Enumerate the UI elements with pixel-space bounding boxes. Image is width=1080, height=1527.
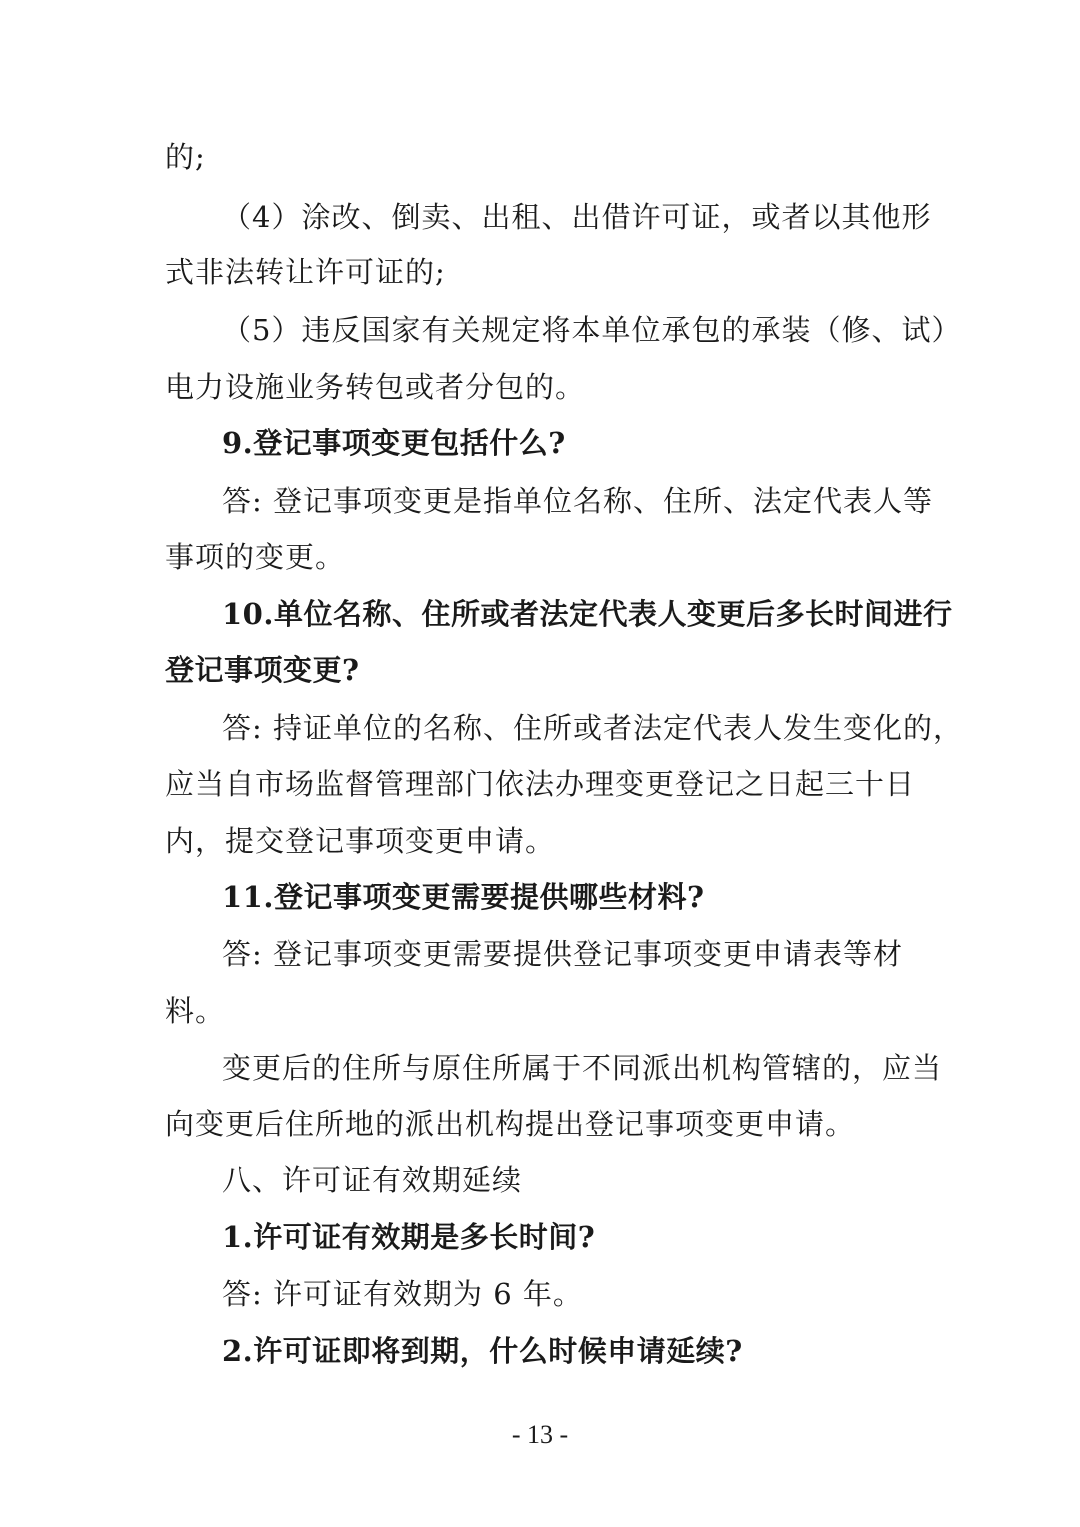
question-heading: 1.许可证有效期是多长时间? (222, 1220, 596, 1254)
text-line: 内，提交登记事项变更申请。 (165, 824, 556, 858)
text-line: 式非法转让许可证的; (165, 255, 446, 289)
text-line: 向变更后住所地的派出机构提出登记事项变更申请。 (165, 1107, 856, 1141)
question-heading: 9.登记事项变更包括什么? (222, 426, 566, 460)
text-line: 料。 (165, 994, 226, 1028)
text-line: 电力设施业务转包或者分包的。 (165, 370, 586, 404)
page-number: - 13 - (511, 1420, 569, 1449)
answer-text: 答: 登记事项变更是指单位名称、住所、法定代表人等 (222, 484, 933, 518)
question-heading: 11.登记事项变更需要提供哪些材料? (222, 880, 705, 914)
question-heading: 2.许可证即将到期，什么时候申请延续? (222, 1334, 743, 1368)
text-line: 事项的变更。 (165, 540, 346, 574)
section-heading: 八、许可证有效期延续 (222, 1163, 523, 1197)
text-line: （5）违反国家有关规定将本单位承包的承装（修、试） (222, 313, 962, 347)
text-line: 的; (165, 140, 206, 174)
answer-text: 答: 许可证有效期为 6 年。 (222, 1277, 583, 1311)
text-line: （4）涂改、倒卖、出租、出借许可证，或者以其他形 (222, 200, 932, 234)
answer-text: 答: 持证单位的名称、住所或者法定代表人发生变化的， (222, 711, 963, 745)
text-line: 变更后的住所与原住所属于不同派出机构管辖的，应当 (222, 1051, 943, 1085)
answer-text: 答: 登记事项变更需要提供登记事项变更申请表等材 (222, 937, 903, 971)
text-line: 应当自市场监督管理部门依法办理变更登记之日起三十日 (165, 767, 916, 801)
question-heading: 登记事项变更? (165, 653, 360, 687)
question-heading: 10.单位名称、住所或者法定代表人变更后多长时间进行 (222, 597, 953, 631)
